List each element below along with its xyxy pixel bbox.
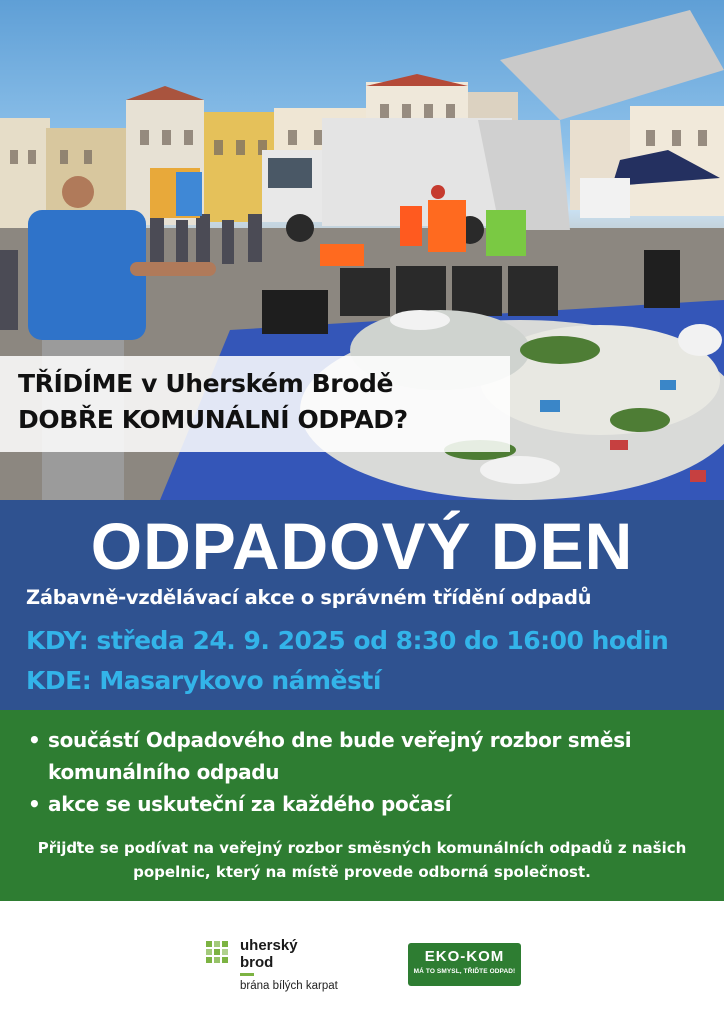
event-where: KDE: Masarykovo náměstí [26, 666, 381, 695]
event-banner [0, 500, 724, 710]
event-title: ODPADOVÝ DEN [90, 509, 634, 583]
event-when: KDY: středa 24. 9. 2025 od 8:30 do 16:00 hodin [26, 626, 669, 655]
headline-line-2: DOBŘE KOMUNÁLNÍ ODPAD? [18, 405, 408, 434]
event-subtitle: Zábavně-vzdělávací akce o správném třídění odpadů [26, 586, 592, 609]
city-logo-line-1: uherský [240, 937, 298, 954]
uhersky-brod-leaf-icon [204, 939, 234, 973]
info-bullet-item [28, 724, 708, 788]
bullet-icon: • [28, 792, 41, 816]
footer [0, 901, 724, 1024]
uhersky-brod-logo [240, 937, 338, 992]
ekokom-slogan: MÁ TO SMYSL, TŘIĎTE ODPAD! [413, 968, 516, 975]
info-bullet-list [28, 724, 708, 820]
info-bullet-text: akce se uskuteční za každého počasí [48, 792, 452, 816]
bullet-icon: • [28, 728, 41, 752]
hero-photo [0, 0, 724, 500]
info-bullet-item [28, 788, 708, 820]
ekokom-logo [408, 943, 521, 986]
headline-box [0, 356, 510, 452]
city-logo-line-2: brod [240, 954, 274, 971]
city-logo-tagline: brána bílých karpat [240, 980, 338, 992]
info-bullet-text: součástí Odpadového dne bude veřejný rozbor směsi komunálního odpadu [48, 728, 632, 784]
city-logo-underline [240, 973, 254, 976]
headline-line-1: TŘÍDÍME v Uherském Brodě [18, 369, 394, 398]
ekokom-name: EKO-KOM [424, 948, 505, 965]
info-note: Přijďte se podívat na veřejný rozbor směsných komunálních odpadů z našich popelnic, který na místě provede odborná společnost. [37, 839, 687, 881]
info-section [0, 710, 724, 901]
